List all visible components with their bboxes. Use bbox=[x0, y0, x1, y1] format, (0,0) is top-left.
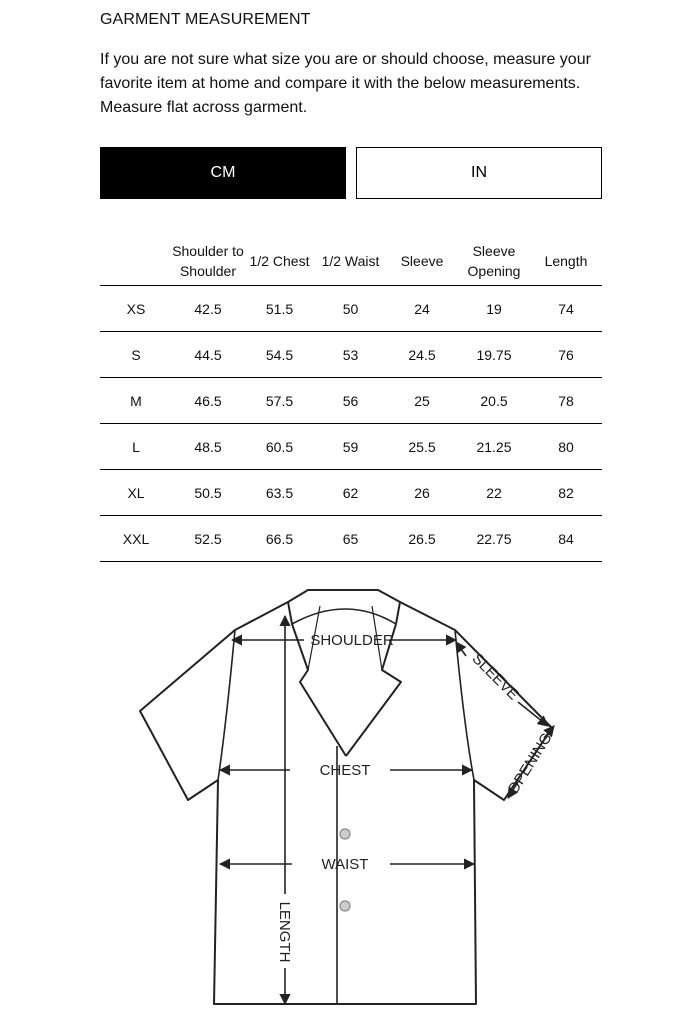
header-sleeve: Sleeve bbox=[386, 238, 458, 286]
shoulder-label: SHOULDER bbox=[310, 632, 394, 649]
table-cell: 50 bbox=[315, 286, 386, 332]
table-cell: 57.5 bbox=[244, 378, 315, 424]
sleeve-label: SLEEVE bbox=[468, 650, 522, 704]
size-label: XXL bbox=[100, 516, 172, 562]
table-cell: 51.5 bbox=[244, 286, 315, 332]
table-cell: 62 bbox=[315, 470, 386, 516]
table-cell: 42.5 bbox=[172, 286, 244, 332]
table-cell: 19.75 bbox=[458, 332, 530, 378]
table-cell: 21.25 bbox=[458, 424, 530, 470]
size-label: S bbox=[100, 332, 172, 378]
size-label: XL bbox=[100, 470, 172, 516]
header-sleeve-opening: Sleeve Opening bbox=[458, 238, 530, 286]
size-chart-table bbox=[100, 238, 602, 562]
unit-toggle bbox=[100, 147, 602, 199]
table-cell: 54.5 bbox=[244, 332, 315, 378]
table-cell: 78 bbox=[530, 378, 602, 424]
header-waist: 1/2 Waist bbox=[315, 238, 386, 286]
waist-label: WAIST bbox=[321, 856, 369, 873]
table-cell: 74 bbox=[530, 286, 602, 332]
table-cell: 53 bbox=[315, 332, 386, 378]
shirt-measurement-diagram bbox=[120, 576, 580, 1016]
table-cell: 59 bbox=[315, 424, 386, 470]
table-cell: 48.5 bbox=[172, 424, 244, 470]
table-cell: 76 bbox=[530, 332, 602, 378]
table-cell: 22.75 bbox=[458, 516, 530, 562]
shirt-outline bbox=[140, 590, 552, 1004]
table-cell: 84 bbox=[530, 516, 602, 562]
table-cell: 44.5 bbox=[172, 332, 244, 378]
table-cell: 19 bbox=[458, 286, 530, 332]
opening-label: OPENING bbox=[504, 729, 556, 798]
table-cell: 24.5 bbox=[386, 332, 458, 378]
table-row bbox=[100, 516, 602, 562]
table-row bbox=[100, 286, 602, 332]
table-cell: 20.5 bbox=[458, 378, 530, 424]
header-chest: 1/2 Chest bbox=[244, 238, 315, 286]
table-cell: 26.5 bbox=[386, 516, 458, 562]
size-label: M bbox=[100, 378, 172, 424]
in-unit-button[interactable]: IN bbox=[356, 147, 602, 199]
table-cell: 26 bbox=[386, 470, 458, 516]
header-length: Length bbox=[530, 238, 602, 286]
table-cell: 63.5 bbox=[244, 470, 315, 516]
header-size bbox=[100, 238, 172, 286]
table-cell: 65 bbox=[315, 516, 386, 562]
table-header-row bbox=[100, 238, 602, 286]
table-cell: 56 bbox=[315, 378, 386, 424]
intro-text: If you are not sure what size you are or should choose, measure your favorite item at home and compare it with the below measurements. Measure flat across garment. bbox=[100, 51, 591, 116]
table-row bbox=[100, 470, 602, 516]
table-row bbox=[100, 378, 602, 424]
page-title: GARMENT MEASUREMENT bbox=[100, 11, 311, 28]
size-label: L bbox=[100, 424, 172, 470]
table-cell: 50.5 bbox=[172, 470, 244, 516]
table-cell: 80 bbox=[530, 424, 602, 470]
cm-unit-button[interactable]: CM bbox=[100, 147, 346, 199]
length-label: LENGTH bbox=[276, 901, 293, 963]
table-cell: 82 bbox=[530, 470, 602, 516]
table-cell: 60.5 bbox=[244, 424, 315, 470]
size-label: XS bbox=[100, 286, 172, 332]
chest-label: CHEST bbox=[319, 762, 371, 779]
header-shoulder: Shoulder to Shoulder bbox=[172, 238, 244, 286]
table-cell: 66.5 bbox=[244, 516, 315, 562]
table-cell: 25 bbox=[386, 378, 458, 424]
table-cell: 46.5 bbox=[172, 378, 244, 424]
table-cell: 22 bbox=[458, 470, 530, 516]
table-row bbox=[100, 332, 602, 378]
table-row bbox=[100, 424, 602, 470]
table-cell: 24 bbox=[386, 286, 458, 332]
table-cell: 52.5 bbox=[172, 516, 244, 562]
table-cell: 25.5 bbox=[386, 424, 458, 470]
